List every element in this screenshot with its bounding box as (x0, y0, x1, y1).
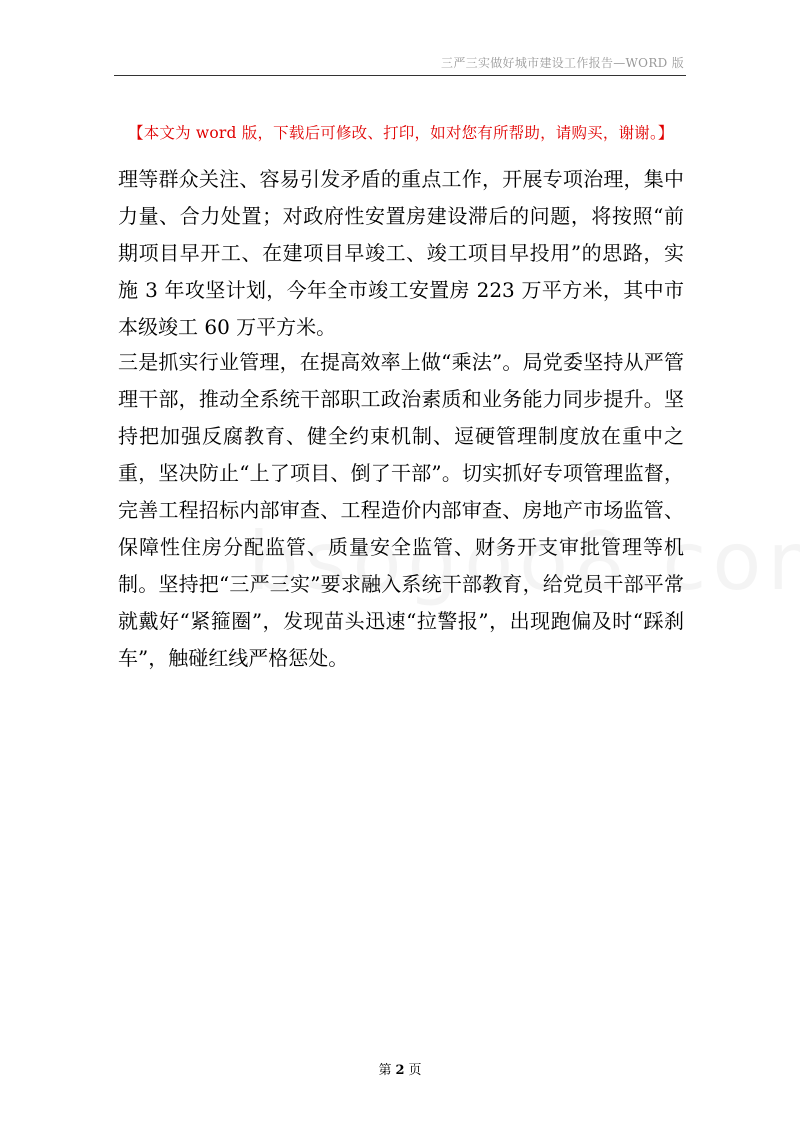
purchase-notice: 【本文为 word 版，下载后可修改、打印，如对您有所帮助，请购买，谢谢。】 (128, 124, 674, 142)
page-footer (0, 1059, 800, 1078)
header-divider (114, 75, 686, 76)
footer-suffix: 页 (408, 1063, 422, 1078)
body-paragraph-1: 理等群众关注、容易引发矛盾的重点工作，开展专项治理，集中力量、合力处置；对政府性安置房建设滞后的问题，将按照“前期项目早开工、在建项目早竣工、竣工项目早投用”的思路，实施 3 年攻坚计划，今年全市竣工安置房 223 万平方米，其中市本级竣工 60 万平方米。 (118, 167, 684, 339)
page-number: 2 (395, 1063, 405, 1078)
footer-prefix: 第 (378, 1063, 392, 1078)
body-paragraph-2: 三是抓实行业管理，在提高效率上做“乘法”。局党委坚持从严管理干部，推动全系统干部职工政治素质和业务能力同步提升。坚持把加强反腐教育、健全约束机制、逗硬管理制度放在重中之重，坚决防止“上了项目、倒了干部”。切实抓好专项管理监督，完善工程招标内部审查、工程造价内部审查、房地产市场监管、保障性住房分配监管、质量安全监管、财务开支审批管理等机制。坚持把“三严三实”要求融入系统干部教育，给党员干部平常就戴好“紧箍圈”，发现苗头迅速“拉警报”，出现跑偏及时“踩刹车”，触碰红线严格惩处。 (118, 350, 684, 670)
running-header: 三严三实做好城市建设工作报告—WORD 版 (441, 56, 684, 70)
